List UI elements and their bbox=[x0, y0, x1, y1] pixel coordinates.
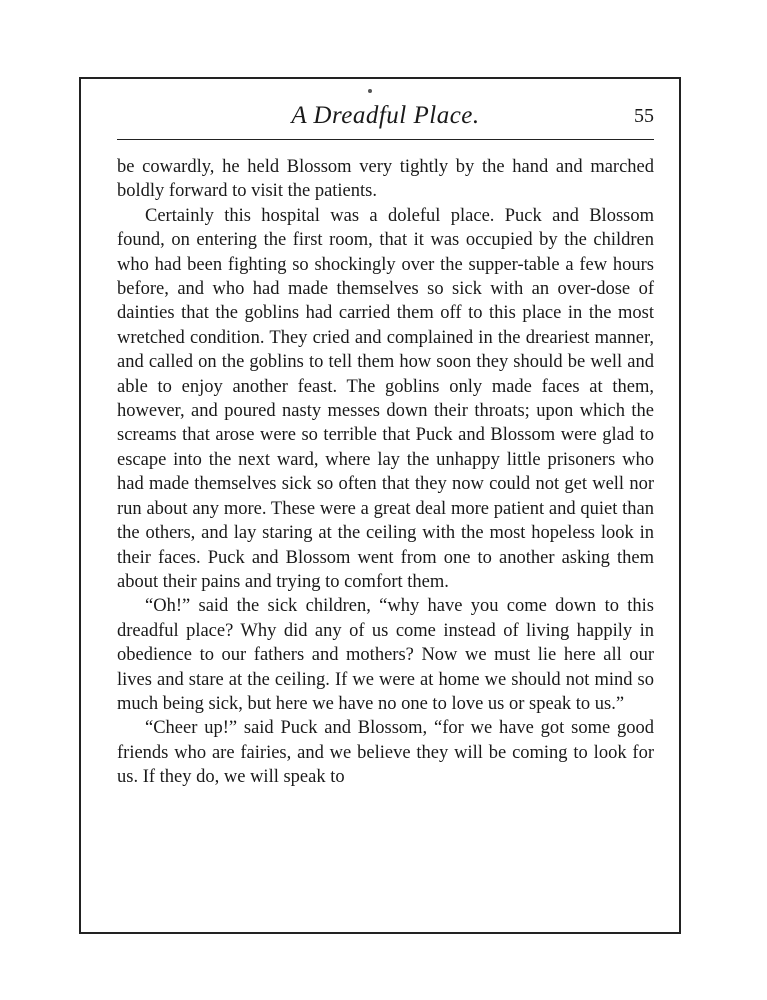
page-header bbox=[117, 96, 654, 136]
paragraph-cheer-up: “Cheer up!” said Puck and Blossom, “for we have got some good friends who are fairies, and we believe they will be coming to look for us. If they do, we will speak to bbox=[117, 718, 654, 788]
paragraph-continuation: be cowardly, he held Blossom very tightly by the hand and marched boldly forward to visit the patients. bbox=[117, 157, 654, 202]
ornament-dot bbox=[368, 89, 372, 93]
paragraph-sick-children: “Oh!” said the sick children, “why have you come down to this dreadful place? Why did any of us come instead of living happily in obedience to our fathers and mothers? Now we must lie here all our lives and stare at the ceiling. If we were at home we should not mind so much being sick, but here we have no one to love us or speak to us.” bbox=[117, 596, 654, 714]
body-text bbox=[117, 155, 654, 790]
page-number: 55 bbox=[634, 105, 654, 127]
paragraph-hospital: Certainly this hospital was a doleful place. Puck and Blossom found, on entering the first room, that it was occupied by the children who had been fighting so shockingly over the supper-table a few hours before, and who had made themselves so sick with an over-dose of dainties that the goblins had carried them off to this place in the most wretched condition. They cried and complained in the dreariest manner, and called on the goblins to tell them how soon they should be well and able to enjoy another feast. The goblins only made faces at them, however, and poured nasty messes down their throats; upon which the screams that arose were so terrible that Puck and Blossom were glad to escape into the next ward, where lay the unhappy little prisoners who had made themselves sick so often that they now could not get well nor run about any more. These were a great deal more patient and quiet than the others, and lay staring at the ceiling with the most hopeless look in their faces. Puck and Blossom went from one to another asking them about their pains and trying to comfort them. bbox=[117, 205, 654, 592]
running-title: A Dreadful Place. bbox=[291, 102, 480, 129]
header-rule bbox=[117, 139, 654, 140]
